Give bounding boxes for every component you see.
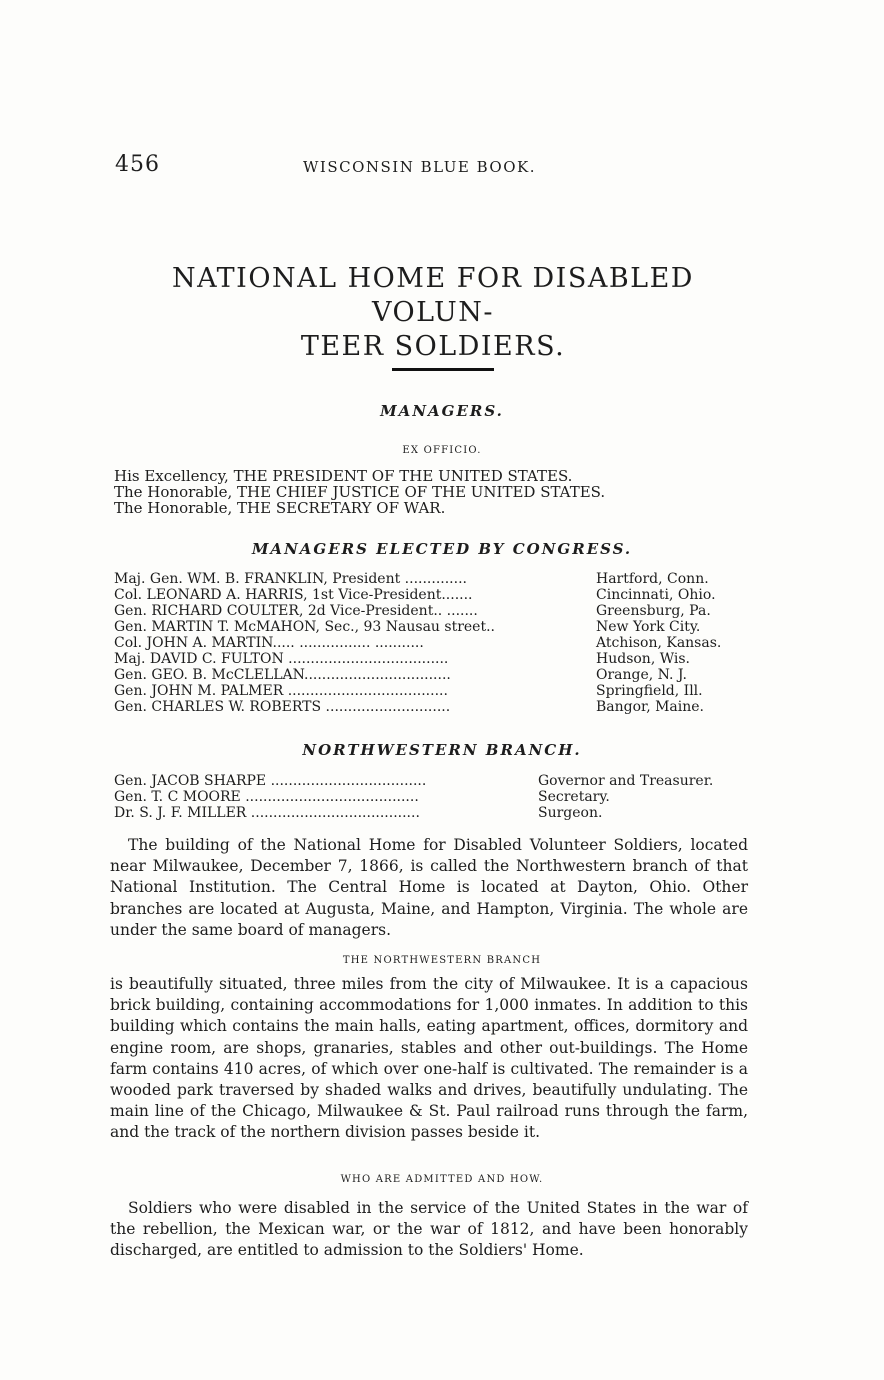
roster-place: Greensburg, Pa.	[596, 603, 711, 619]
roster-name: Gen. RICHARD COULTER, 2d Vice-President.. .......	[114, 603, 478, 619]
roster-place: Atchison, Kansas.	[596, 635, 722, 651]
roster-name: Col. JOHN A. MARTIN..... ................ ...........	[114, 635, 424, 651]
roster-place: New York City.	[596, 619, 701, 635]
ex-officio-list	[114, 468, 605, 516]
page-title-line-1: NATIONAL HOME FOR DISABLED VOLUN-	[172, 263, 694, 328]
page-title	[112, 262, 754, 364]
branch-subheading: THE NORTHWESTERN BRANCH	[342, 955, 542, 966]
roster-name: Dr. S. J. F. MILLER ......................................	[114, 805, 420, 821]
managers-heading: MANAGERS.	[380, 402, 504, 420]
elected-heading: MANAGERS ELECTED BY CONGRESS.	[251, 540, 633, 558]
page-number: 456	[115, 152, 160, 177]
ex-officio-label: EX OFFICIO.	[402, 445, 482, 456]
roster-name: Gen. JACOB SHARPE ...................................	[114, 773, 427, 789]
admission-paragraph	[110, 1198, 748, 1262]
roster-place: Orange, N. J.	[596, 667, 687, 683]
title-divider	[392, 368, 494, 371]
roster-place: Surgeon.	[538, 805, 603, 821]
running-title: WISCONSIN BLUE BOOK.	[303, 158, 537, 176]
ex-officio-line: The Honorable, THE CHIEF JUSTICE OF THE UNITED STATES.	[114, 483, 606, 501]
roster-name: Gen. MARTIN T. McMAHON, Sec., 93 Nausau street..	[114, 619, 495, 635]
roster-place: Hartford, Conn.	[596, 571, 709, 587]
roster-place: Springfield, Ill.	[596, 683, 703, 699]
roster-name: Gen. GEO. B. McCLELLAN.................................	[114, 667, 451, 683]
roster-name: Gen. T. C MOORE .......................................	[114, 789, 419, 805]
admission-heading: WHO ARE ADMITTED AND HOW.	[340, 1174, 544, 1185]
roster-name: Col. LEONARD A. HARRIS, 1st Vice-President.......	[114, 587, 473, 603]
roster-name: Maj. DAVID C. FULTON ....................................	[114, 651, 449, 667]
intro-paragraph	[110, 835, 748, 941]
branch-paragraph	[110, 974, 748, 1144]
roster-place: Cincinnati, Ohio.	[596, 587, 716, 603]
body-paragraph: is beautifully situated, three miles from the city of Milwaukee. It is a capacious brick building, containing accommodations for 1,000 inmates. In addition to this building which contains the main halls, eating apartment, offices, dormitory and engine room, are shops, granaries, stables and other out-buildings. The Home farm contains 410 acres, of which over one-half is cultivated. The remainder is a wooded park traversed by shaded walks and drives, beautifully undulating. The main line of the Chicago, Milwaukee & St. Paul railroad runs through the farm, and the track of the northern division passes beside it.	[110, 975, 748, 1142]
roster-name: Gen. CHARLES W. ROBERTS ............................	[114, 699, 451, 715]
roster-place: Governor and Treasurer.	[538, 773, 714, 789]
ex-officio-line: The Honorable, THE SECRETARY OF WAR.	[114, 499, 446, 517]
page-title-line-2: TEER SOLDIERS.	[300, 331, 566, 362]
roster-name: Maj. Gen. WM. B. FRANKLIN, President ..............	[114, 571, 467, 587]
running-head	[115, 152, 755, 186]
roster-place: Secretary.	[538, 789, 610, 805]
body-paragraph: Soldiers who were disabled in the service of the United States in the war of the rebellion, the Mexican war, or the war of 1812, and have been honorably discharged, are entitled to admission to the Soldiers' Home.	[110, 1199, 748, 1260]
roster-name: Gen. JOHN M. PALMER ....................................	[114, 683, 448, 699]
northwestern-heading: NORTHWESTERN BRANCH.	[302, 741, 582, 759]
body-paragraph: The building of the National Home for Disabled Volunteer Soldiers, located near Milwaukee, December 7, 1866, is called the Northwestern branch of that National Institution. The Central Home is located at Dayton, Ohio. Other branches are located at Augusta, Maine, and Hampton, Virginia. The whole are under the same board of managers.	[110, 836, 748, 939]
roster-place: Bangor, Maine.	[596, 699, 705, 715]
ex-officio-line: His Excellency, THE PRESIDENT OF THE UNITED STATES.	[114, 467, 573, 485]
roster-place: Hudson, Wis.	[596, 651, 690, 667]
